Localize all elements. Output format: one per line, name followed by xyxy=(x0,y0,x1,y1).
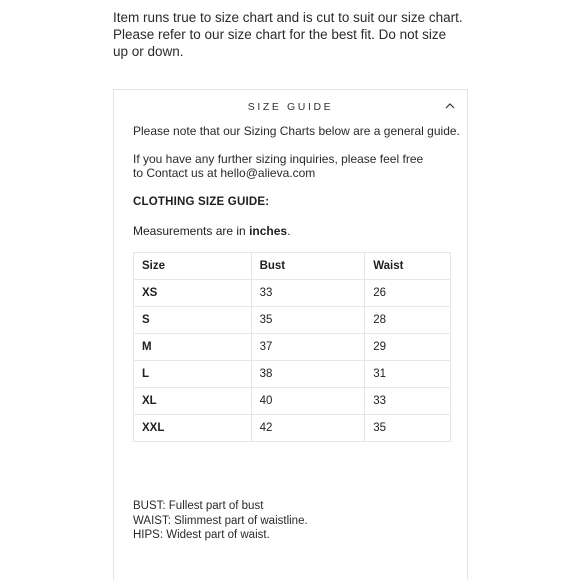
table-row xyxy=(134,388,451,415)
size-cell: L xyxy=(134,361,252,388)
size-chart-table xyxy=(133,252,451,442)
measurement-unit-note xyxy=(133,224,290,238)
table-row xyxy=(134,334,451,361)
bust-cell: 33 xyxy=(251,280,365,307)
measurement-suffix: . xyxy=(287,224,291,238)
column-header-waist: Waist xyxy=(365,253,451,280)
measurement-unit: inches xyxy=(249,224,288,238)
waist-cell: 33 xyxy=(365,388,451,415)
definition-waist: WAIST: Slimmest part of waistline. xyxy=(133,514,308,527)
size-guide-toggle[interactable] xyxy=(114,90,467,124)
table-header-row xyxy=(134,253,451,280)
table-row xyxy=(134,307,451,334)
size-cell: XL xyxy=(134,388,252,415)
size-cell: M xyxy=(134,334,252,361)
size-guide-title: SIZE GUIDE xyxy=(247,101,334,113)
bust-cell: 40 xyxy=(251,388,365,415)
column-header-bust: Bust xyxy=(251,253,365,280)
column-header-size: Size xyxy=(134,253,252,280)
table-row xyxy=(134,280,451,307)
inquiry-line-2: to Contact us at hello@alieva.com xyxy=(133,166,316,180)
measurement-prefix: Measurements are in xyxy=(133,224,250,238)
fit-description: Item runs true to size chart and is cut to suit our size chart. Please refer to our size chart for the best fit. Do not size up or down. xyxy=(113,10,463,59)
chevron-up-icon[interactable] xyxy=(444,100,456,112)
waist-cell: 29 xyxy=(365,334,451,361)
size-cell: XS xyxy=(134,280,252,307)
definition-hips: HIPS: Widest part of waist. xyxy=(133,529,270,541)
inquiry-line-1: If you have any further sizing inquiries, please feel free xyxy=(133,152,424,166)
size-cell: S xyxy=(134,307,252,334)
size-guide-panel xyxy=(113,89,468,580)
size-cell: XXL xyxy=(134,415,252,442)
bust-cell: 37 xyxy=(251,334,365,361)
table-row xyxy=(134,415,451,442)
definition-bust: BUST: Fullest part of bust xyxy=(133,500,264,512)
waist-cell: 28 xyxy=(365,307,451,334)
bust-cell: 38 xyxy=(251,361,365,388)
bust-cell: 35 xyxy=(251,307,365,334)
clothing-size-guide-heading: CLOTHING SIZE GUIDE: xyxy=(133,196,270,208)
waist-cell: 35 xyxy=(365,415,451,442)
bust-cell: 42 xyxy=(251,415,365,442)
table-row xyxy=(134,361,451,388)
waist-cell: 26 xyxy=(365,280,451,307)
general-guide-note: Please note that our Sizing Charts below are a general guide. xyxy=(133,124,460,138)
measurement-definitions xyxy=(133,499,308,543)
waist-cell: 31 xyxy=(365,361,451,388)
